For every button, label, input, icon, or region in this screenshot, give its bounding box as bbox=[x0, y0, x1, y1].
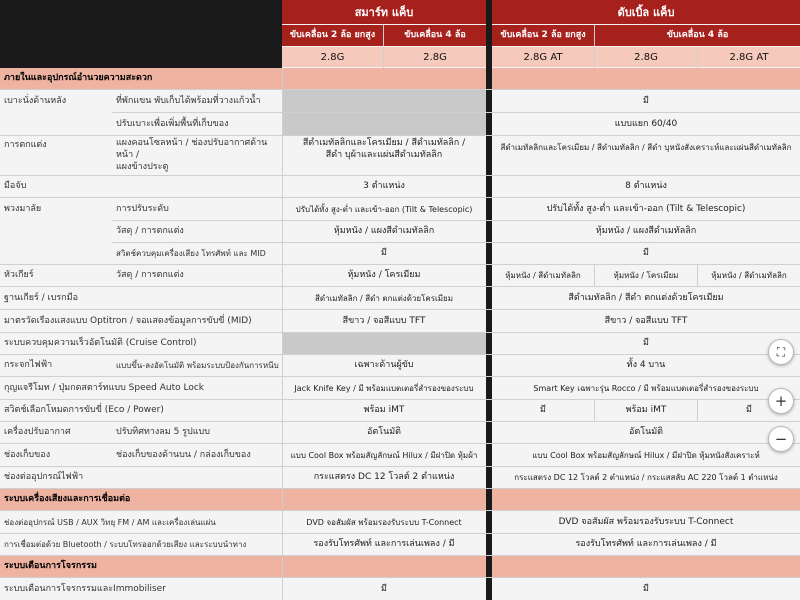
eco-dc-3: มี bbox=[746, 405, 752, 415]
row-label-usb: ช่องต่ออุปกรณ์ USB / AUX วิทยุ FM / AM และเครื่องเล่นแผ่น bbox=[4, 517, 216, 527]
double-cab-2wd-model: 2.8G AT bbox=[492, 47, 594, 67]
smart-cab-2wd-model: 2.8G bbox=[282, 47, 383, 67]
zoom-out-button[interactable] bbox=[768, 426, 794, 452]
smart-cab-2wd: ขับเคลื่อน 2 ล้อ ยกสูง bbox=[282, 25, 383, 46]
row-sub-rear-seat-1: ที่พักแขน พับเก็บได้พร้อมที่วางแก้วน้ำ bbox=[116, 95, 261, 106]
section-theft-right bbox=[492, 556, 800, 577]
decor-sc-wrap bbox=[282, 137, 486, 173]
handle-sc: 3 ตำแหน่ง bbox=[363, 181, 405, 191]
decor-sc-2: สีดำ บุผ้าและแผ่นสีดำเมทัลลิก bbox=[325, 150, 443, 160]
power-sc: กระแสตรง DC 12 โวลต์ 2 ตำแหน่ง bbox=[313, 472, 455, 482]
cruise-dc: มี bbox=[643, 338, 649, 348]
row-sub-steering-1: การปรับระดับ bbox=[116, 203, 169, 214]
gear-dc-1: หุ้มหนัง / สีดำเมทัลลิก bbox=[505, 271, 581, 280]
row-sub-rear-seat-2: ปรับเบาะเพื่อเพิ่มพื้นที่เก็บของ bbox=[116, 118, 229, 129]
row-sub-ac: ปรับทิศทางลม 5 รูปแบบ bbox=[116, 427, 210, 437]
row-sub-decor: แผงคอนโซลหน้า / ช่องปรับอากาศด้านหน้า / bbox=[116, 138, 268, 160]
row-label-cruise: ระบบควบคุมความเร็วอัตโนมัติ (Cruise Control) bbox=[4, 338, 197, 348]
section-interior: ภายในและอุปกรณ์อำนวยความสะดวก bbox=[0, 68, 486, 89]
usb-dc: DVD จอสัมผัส พร้อมรองรับระบบ T-Connect bbox=[558, 516, 734, 527]
row-label-decor: การตกแต่ง bbox=[4, 140, 47, 150]
fullscreen-button[interactable] bbox=[768, 339, 794, 365]
storage-dc: แบบ Cool Box พร้อมสัญลักษณ์ Hilux / มีฝาปิด หุ้มหนังสังเคราะห์ bbox=[532, 450, 760, 460]
section-theft: ระบบเตือนการโจรกรรม bbox=[0, 556, 486, 577]
gear-base-sc: สีดำเมทัลลิก / สีดำ ตกแต่งด้วยโครเมียม bbox=[315, 293, 453, 303]
gear-base-dc: สีดำเมทัลลิก / สีดำ ตกแต่งด้วยโครเมียม bbox=[568, 292, 724, 303]
row-sub-steering-2: วัสดุ / การตกแต่ง bbox=[116, 226, 184, 236]
smart-cab-header: สมาร์ท แค็บ bbox=[282, 0, 486, 24]
gear-dc-2: หุ้มหนัง / โครเมียม bbox=[613, 271, 679, 280]
handle-dc: 8 ตำแหน่ง bbox=[625, 181, 667, 191]
fullscreen-icon: ⛶ bbox=[776, 344, 786, 359]
eco-dc-2: พร้อม iMT bbox=[625, 405, 667, 415]
usb-sc: DVD จอสัมผัส พร้อมรองรับระบบ T-Connect bbox=[306, 517, 462, 527]
row-sub-steering-3: สวิตช์ควบคุมเครื่องเสียง โทรศัพท์ และ MID bbox=[116, 249, 266, 258]
ac-dc: อัตโนมัติ bbox=[628, 427, 663, 437]
row-label-bluetooth: การเชื่อมต่อด้วย Bluetooth / ระบบโทรออกด้วยเสียง และระบบนำทาง bbox=[4, 540, 247, 549]
smart-cab-4wd: ขับเคลื่อน 4 ล้อ bbox=[384, 25, 486, 46]
rear-seat-sc-empty-2 bbox=[282, 113, 486, 135]
row-label-ac: เครื่องปรับอากาศ bbox=[4, 427, 71, 437]
rear-seat-dc-2: แบบแยก 60/40 bbox=[614, 118, 678, 129]
meter-sc: สีขาว / จอสีแบบ TFT bbox=[342, 315, 426, 326]
immobiliser-sc: มี bbox=[381, 583, 387, 594]
row-label-key: กุญแจรีโมท / ปุ่มกดสตาร์ทแบบ Speed Auto Lock bbox=[4, 382, 205, 393]
zoom-in-icon: + bbox=[774, 392, 788, 410]
double-cab-header: ดับเบิ้ล แค็บ bbox=[492, 0, 800, 24]
ac-sc: อัตโนมัติ bbox=[366, 427, 401, 437]
row-label-gear-base: ฐานเกียร์ / เบรกมือ bbox=[4, 292, 78, 303]
double-cab-4wd-model-1: 2.8G bbox=[595, 47, 697, 67]
double-cab-2wd: ขับเคลื่อน 2 ล้อ ยกสูง bbox=[492, 25, 594, 46]
window-sc: เฉพาะด้านผู้ขับ bbox=[354, 360, 414, 370]
rear-seat-dc-1: มี bbox=[643, 95, 649, 106]
decor-dc: สีดำเมทัลลิกและโครเมียม / สีดำเมทัลลิก / สีดำ บุหนังสังเคราะห์และแผ่นสีดำเมทัลลิก bbox=[500, 142, 792, 152]
storage-sc: แบบ Cool Box พร้อมสัญลักษณ์ Hilux / มีฝาปิด หุ้มผ้า bbox=[290, 450, 478, 460]
power-dc: กระแสตรง DC 12 โวลต์ 2 ตำแหน่ง / กระแสสลับ AC 220 โวลต์ 1 ตำแหน่ง bbox=[514, 473, 778, 482]
row-label-immobiliser: ระบบเตือนการโจรกรรมและImmobiliser bbox=[4, 583, 166, 594]
row-label-eco: สวิตช์เลือกโหมดการขับขี่ (Eco / Power) bbox=[4, 405, 164, 415]
decor-sc-1: สีดำเมทัลลิกและโครเมียม / สีดำเมทัลลิก / bbox=[302, 138, 466, 148]
meter-dc: สีขาว / จอสีแบบ TFT bbox=[604, 315, 688, 326]
steering-adjust-dc: ปรับได้ทั้ง สูง-ต่ำ และเข้า-ออก (Tilt & Telescopic) bbox=[546, 203, 746, 214]
steering-adjust-sc: ปรับได้ทั้ง สูง-ต่ำ และเข้า-ออก (Tilt & Telescopic) bbox=[295, 204, 473, 214]
immobiliser-dc: มี bbox=[643, 583, 649, 594]
row-label-storage: ช่องเก็บของ bbox=[4, 449, 51, 460]
bluetooth-dc: รองรับโทรศัพท์ และการเล่นเพลง / มี bbox=[575, 539, 717, 549]
row-label-power: ช่องต่ออุปกรณ์ไฟฟ้า bbox=[4, 472, 84, 482]
row-sub-storage: ช่องเก็บของด้านบน / กล่องเก็บของ bbox=[116, 449, 251, 460]
double-cab-4wd: ขับเคลื่อน 4 ล้อ bbox=[595, 25, 800, 46]
row-sub-decor-2: แผงข้างประตู bbox=[116, 162, 169, 172]
row-label-meter: มาตรวัดเรืองแสงแบบ Optitron / จอแสดงข้อมูลการขับขี่ (MID) bbox=[4, 315, 252, 326]
steering-switch-dc: มี bbox=[643, 248, 649, 258]
key-dc: Smart Key เฉพาะรุ่น Rocco / มี พร้อมแบตเตอรี่สำรองของระบบ bbox=[533, 383, 759, 393]
zoom-in-button[interactable] bbox=[768, 388, 794, 414]
header-blank bbox=[0, 0, 282, 68]
gear-sc: หุ้มหนัง / โครเมียม bbox=[347, 270, 421, 280]
section-audio-right bbox=[492, 489, 800, 510]
row-sub-window: แบบขึ้น-ลงอัตโนมัติ พร้อมระบบป้องกันการหนีบ bbox=[116, 361, 279, 370]
rear-seat-sc-empty bbox=[282, 90, 486, 112]
row-sub-gear: วัสดุ / การตกแต่ง bbox=[116, 270, 184, 280]
section-interior-right bbox=[492, 68, 800, 89]
steering-material-dc: หุ้มหนัง / แผงสีดำเมทัลลิก bbox=[595, 226, 697, 236]
row-label-handle: มือจับ bbox=[4, 181, 27, 191]
row-label-rear-seat: เบาะนั่งด้านหลัง bbox=[4, 95, 67, 106]
row-label-window: กระจกไฟฟ้า bbox=[4, 360, 53, 370]
bluetooth-sc: รองรับโทรศัพท์ และการเล่นเพลง / มี bbox=[313, 539, 455, 549]
row-label-gear: หัวเกียร์ bbox=[4, 270, 34, 280]
steering-switch-sc: มี bbox=[381, 248, 387, 258]
eco-dc-1: มี bbox=[540, 405, 546, 415]
window-dc: ทั้ง 4 บาน bbox=[626, 360, 666, 370]
section-audio: ระบบเครื่องเสียงและการเชื่อมต่อ bbox=[0, 489, 486, 510]
gear-dc-3: หุ้มหนัง / สีดำเมทัลลิก bbox=[711, 271, 787, 280]
zoom-out-icon: − bbox=[774, 430, 788, 448]
eco-sc: พร้อม iMT bbox=[363, 405, 405, 415]
steering-material-sc: หุ้มหนัง / แผงสีดำเมทัลลิก bbox=[333, 226, 435, 236]
row-label-steering: พวงมาลัย bbox=[4, 203, 42, 214]
key-sc: Jack Knife Key / มี พร้อมแบตเตอรี่สำรองของระบบ bbox=[294, 383, 474, 393]
decor-sub-wrap bbox=[116, 137, 282, 173]
cruise-sc-empty bbox=[282, 333, 486, 354]
smart-cab-4wd-model: 2.8G bbox=[384, 47, 486, 67]
double-cab-4wd-model-2: 2.8G AT bbox=[698, 47, 800, 67]
